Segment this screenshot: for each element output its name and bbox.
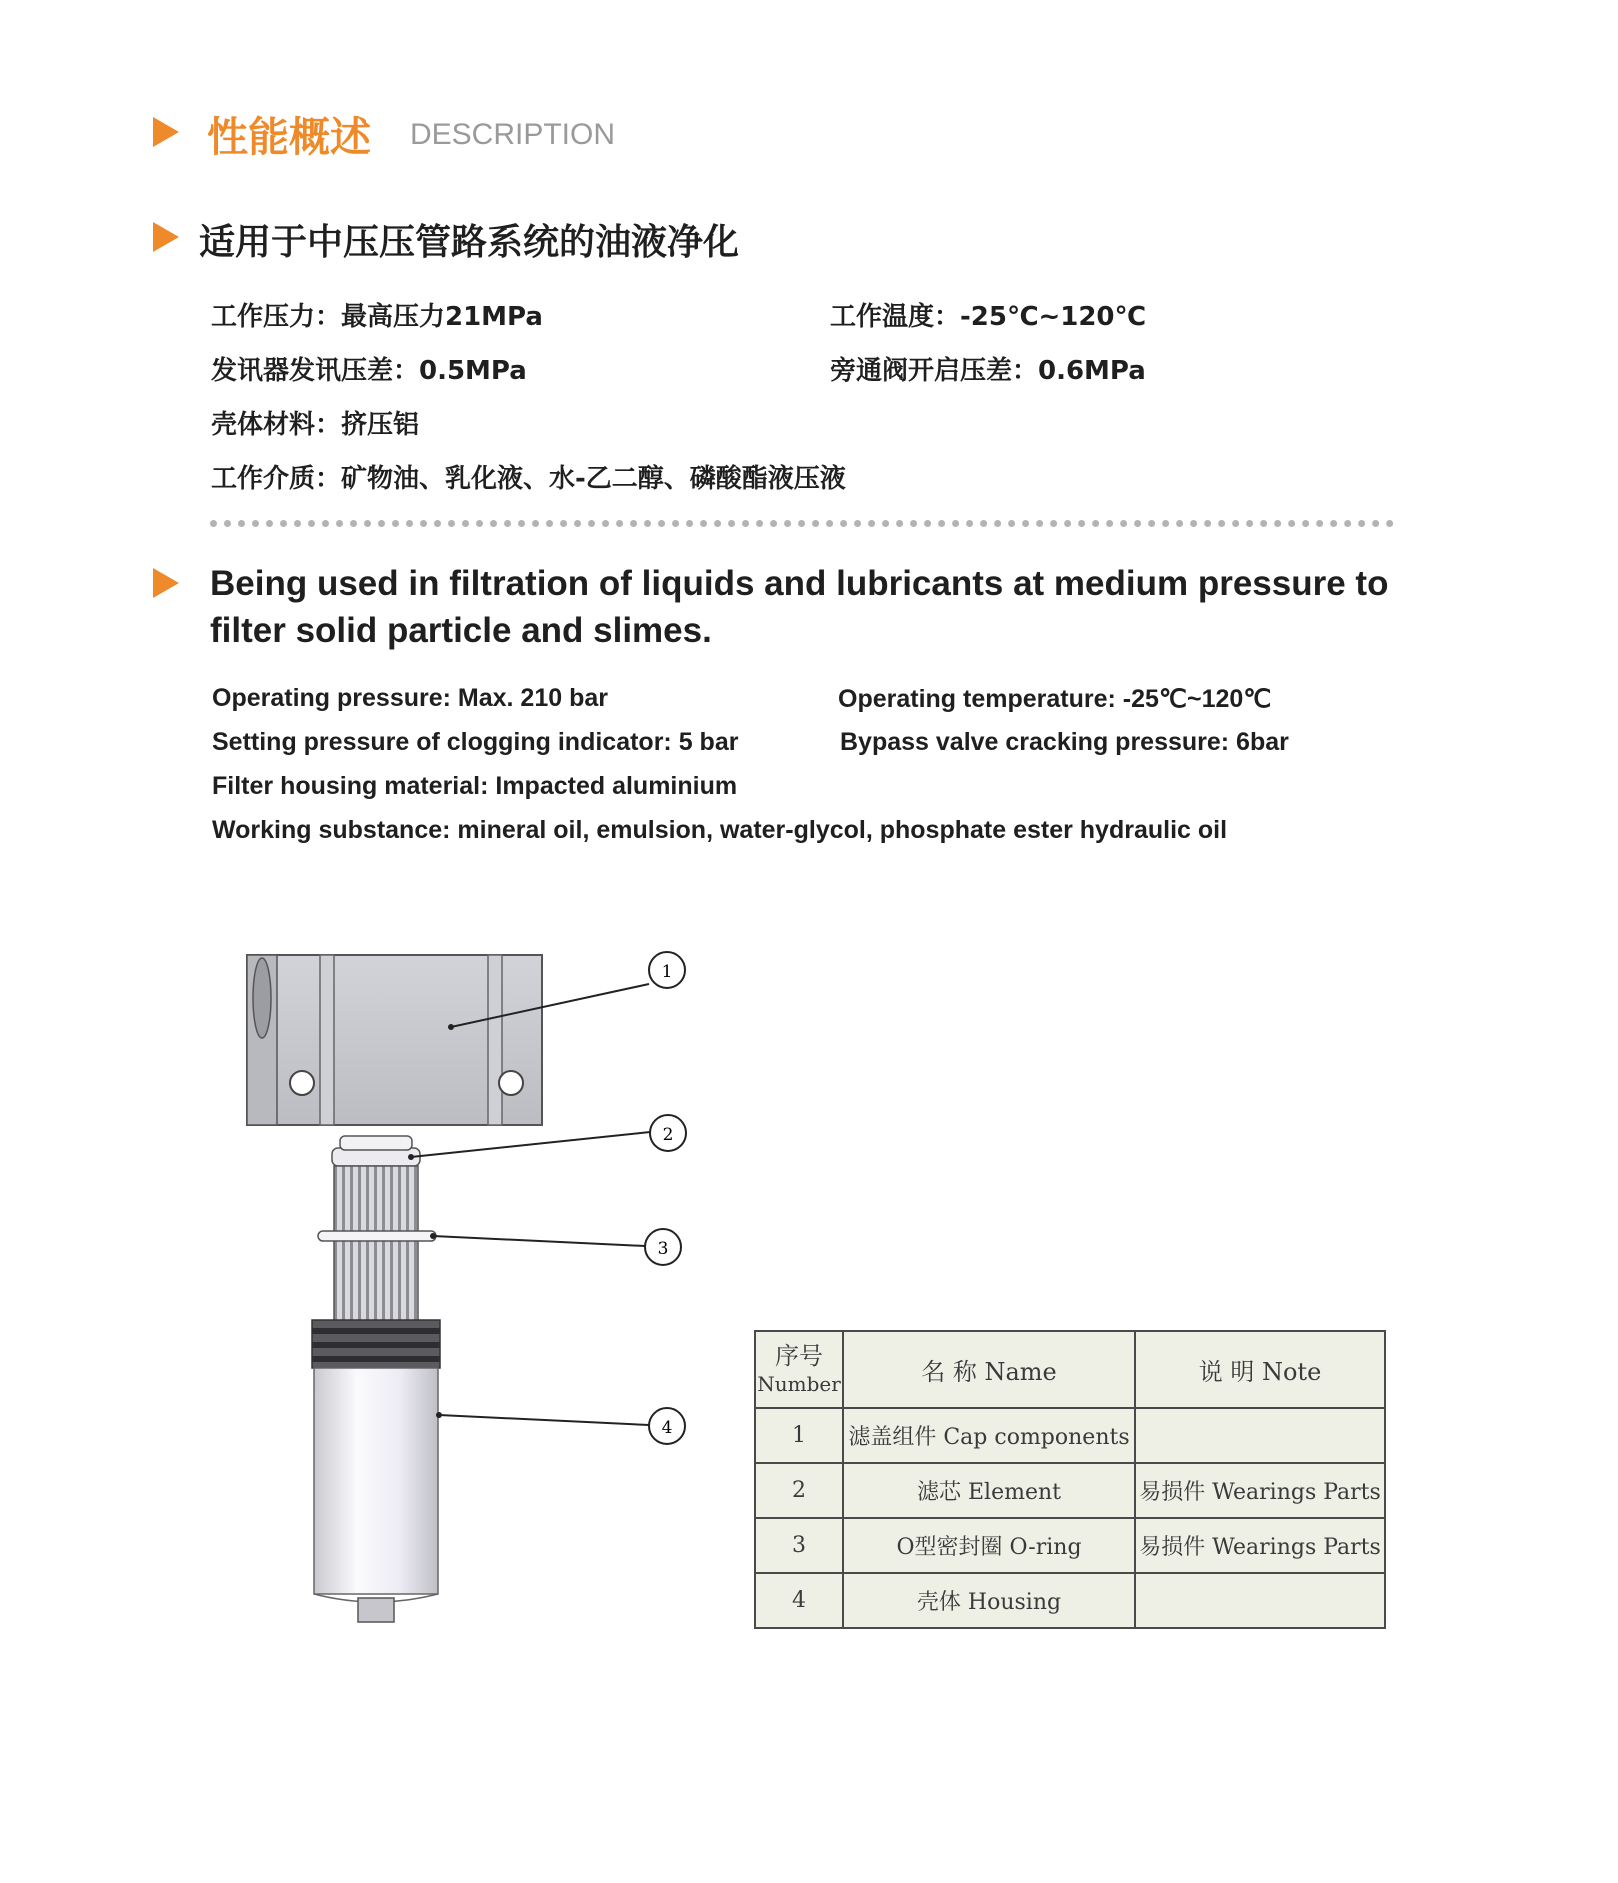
en-application-title: Being used in filtration of liquids and lubricants at medium pressure to filter solid particle and slimes. [210, 564, 1389, 650]
en-spec-medium: Working substance: mineral oil, emulsion, water-glycol, phosphate ester hydraulic oil [212, 816, 1228, 844]
table-row [755, 1518, 1385, 1573]
cap-component [247, 955, 542, 1125]
row-note: 易损件 Wearings Parts [1135, 1518, 1385, 1573]
filter-element [332, 1136, 420, 1324]
en-title-arrow-icon [153, 568, 179, 598]
parts-table [754, 1330, 1386, 1629]
en-spec-indicator: Setting pressure of clogging indicator: 5 bar [212, 728, 739, 756]
callout-2 [650, 1115, 686, 1151]
callout-4 [649, 1408, 685, 1444]
svg-text:1: 1 [661, 962, 673, 982]
row-note [1135, 1408, 1385, 1463]
table-row [755, 1463, 1385, 1518]
housing [312, 1320, 442, 1622]
section-title-en: DESCRIPTION [410, 118, 616, 151]
section-title-cn: 性能概述 [207, 113, 371, 161]
row-number: 1 [755, 1408, 843, 1463]
row-name: 壳体 Housing [843, 1573, 1135, 1628]
en-spec-material: Filter housing material: Impacted aluminium [212, 772, 738, 800]
cn-spec-material: 壳体材料：挤压铝 [211, 410, 420, 440]
row-name: O型密封圈 O-ring [843, 1518, 1135, 1573]
cn-spec-pressure: 工作压力：最高压力21MPa [211, 302, 543, 332]
en-spec-temperature: Operating temperature: -25℃~120℃ [838, 685, 1272, 713]
row-name: 滤盖组件 Cap components [843, 1408, 1135, 1463]
en-spec-bypass: Bypass valve cracking pressure: 6bar [840, 728, 1289, 756]
cn-application-title: 适用于中压压管路系统的油液净化 [199, 222, 740, 263]
cn-spec-bypass: 旁通阀开启压差：0.6MPa [830, 356, 1146, 386]
o-ring [318, 1231, 436, 1241]
callout-3 [645, 1229, 681, 1265]
header-arrow-icon [153, 117, 179, 147]
en-spec-pressure: Operating pressure: Max. 210 bar [212, 684, 608, 712]
row-number: 2 [755, 1463, 843, 1518]
row-note: 易损件 Wearings Parts [1135, 1463, 1385, 1518]
row-note [1135, 1573, 1385, 1628]
header-note: 说 明 Note [1135, 1331, 1385, 1408]
table-header-row [755, 1331, 1385, 1408]
svg-text:4: 4 [661, 1418, 673, 1438]
header-number: 序号 Number [755, 1331, 843, 1408]
cn-title-arrow-icon [153, 222, 179, 252]
row-number: 3 [755, 1518, 843, 1573]
row-name: 滤芯 Element [843, 1463, 1135, 1518]
table-row [755, 1573, 1385, 1628]
cn-spec-medium: 工作介质：矿物油、乳化液、水-乙二醇、磷酸酯液压液 [211, 464, 846, 494]
section-divider [210, 520, 1394, 527]
cn-spec-indicator: 发讯器发讯压差：0.5MPa [211, 356, 527, 386]
svg-text:3: 3 [657, 1239, 669, 1259]
row-number: 4 [755, 1573, 843, 1628]
svg-text:2: 2 [662, 1125, 674, 1145]
callout-1 [649, 952, 685, 988]
header-name: 名 称 Name [843, 1331, 1135, 1408]
cn-spec-temperature: 工作温度：-25℃~120℃ [830, 302, 1146, 332]
filter-exploded-diagram [230, 930, 710, 1690]
table-row [755, 1408, 1385, 1463]
